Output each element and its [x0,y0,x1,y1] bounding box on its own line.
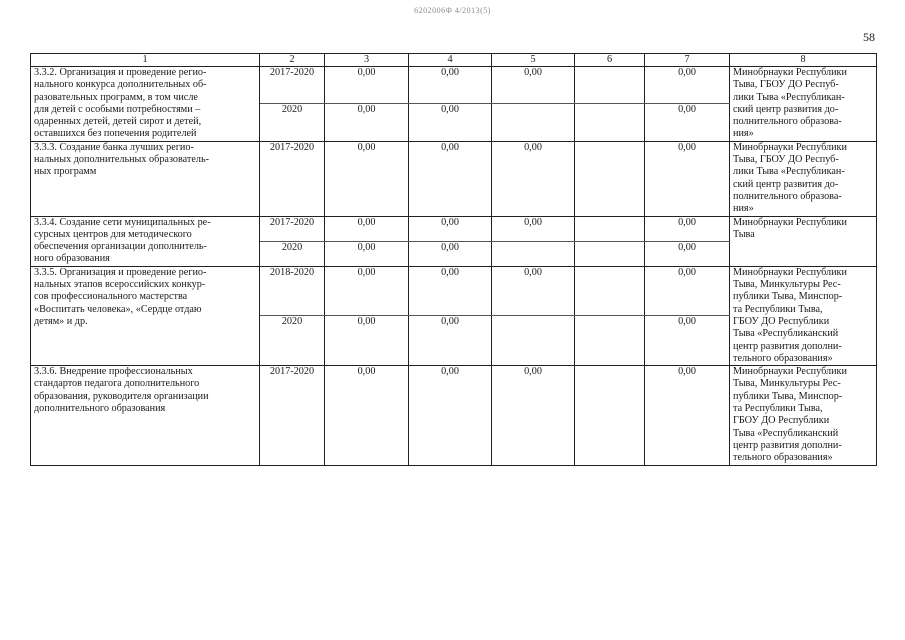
page-number: 58 [863,30,875,44]
local-cell [575,216,645,241]
budget-cell: 0,00 [325,104,409,141]
federal-cell: 0,00 [409,67,492,104]
responsible-org-cell: Минобрнауки Республики Тыва, Минкультуры Рес- публики Тыва, Минспор- та Республики Тыва, ГБОУ ДО Республики Тыва «Республиканский центр развития дополни- тельного образования» [730,266,877,365]
activity-cell: 3.3.3. Создание банка лучших регио- нальных дополнительных образователь- ных программ [31,141,260,216]
budget-cell: 0,00 [325,316,409,366]
budget-cell: 0,00 [325,216,409,241]
local-cell [575,141,645,216]
federal-cell: 0,00 [409,316,492,366]
budget-cell: 0,00 [325,67,409,104]
table-row [31,141,877,216]
activity-cell: 3.3.2. Организация и проведение регио- нального конкурса дополнительных об- разовательных программ, в том числе для детей с особыми потребностями – одаренных детей, детей сирот и детей, оставшихся без попечения родителей [31,67,260,142]
table-row [31,266,877,316]
regional-cell: 0,00 [492,266,575,316]
responsible-org-cell: Минобрнауки Республики Тыва, Минкультуры Рес- публики Тыва, Минспор- та Республики Тыва, ГБОУ ДО Республики Тыва «Республиканский центр развития дополни- тельного образования» [730,366,877,465]
header-col-5: 5 [492,54,575,67]
federal-cell: 0,00 [409,366,492,465]
period-cell: 2017-2020 [260,216,325,241]
responsible-org-cell: Минобрнауки Республики Тыва [730,216,877,266]
federal-cell: 0,00 [409,141,492,216]
regional-cell: 0,00 [492,67,575,104]
regional-cell: 0,00 [492,141,575,216]
header-col-4: 4 [409,54,492,67]
header-col-1: 1 [31,54,260,67]
extra-cell: 0,00 [645,241,730,266]
local-cell [575,366,645,465]
local-cell [575,266,645,316]
regional-cell [492,316,575,366]
header-col-7: 7 [645,54,730,67]
header-col-6: 6 [575,54,645,67]
activity-cell: 3.3.6. Внедрение профессиональных стандартов педагога дополнительного образования, руководителя организации дополнительного образования [31,366,260,465]
period-cell: 2020 [260,316,325,366]
header-row [31,54,877,67]
period-cell: 2017-2020 [260,67,325,104]
responsible-org-cell: Минобрнауки Республики Тыва, ГБОУ ДО Респуб- лики Тыва «Республикан- ский центр развития до- полнительного образова- ния» [730,141,877,216]
table-row [31,67,877,104]
header-col-3: 3 [325,54,409,67]
activity-cell: 3.3.5. Организация и проведение регио- нальных этапов всероссийских конкур- сов профессионального мастерства «Воспитать человека», «Сердце отдаю детям» и др. [31,266,260,365]
budget-cell: 0,00 [325,241,409,266]
extra-cell: 0,00 [645,104,730,141]
period-cell: 2020 [260,241,325,266]
table-row [31,216,877,241]
document-id: 6202006Ф 4/2013(5) [414,6,491,15]
federal-cell: 0,00 [409,216,492,241]
regional-cell [492,104,575,141]
header-col-2: 2 [260,54,325,67]
table-row [31,366,877,465]
local-cell [575,104,645,141]
regional-cell [492,241,575,266]
extra-cell: 0,00 [645,266,730,316]
budget-cell: 0,00 [325,366,409,465]
local-cell [575,241,645,266]
period-cell: 2017-2020 [260,141,325,216]
extra-cell: 0,00 [645,366,730,465]
regional-cell: 0,00 [492,366,575,465]
table-body [31,67,877,466]
period-cell: 2017-2020 [260,366,325,465]
budget-cell: 0,00 [325,141,409,216]
period-cell: 2018-2020 [260,266,325,316]
extra-cell: 0,00 [645,141,730,216]
activity-cell: 3.3.4. Создание сети муниципальных ре- сурсных центров для методического обеспечения организации дополнитель- ного образования [31,216,260,266]
extra-cell: 0,00 [645,216,730,241]
federal-cell: 0,00 [409,266,492,316]
program-activities-table [30,53,877,466]
header-col-8: 8 [730,54,877,67]
budget-cell: 0,00 [325,266,409,316]
period-cell: 2020 [260,104,325,141]
local-cell [575,67,645,104]
extra-cell: 0,00 [645,67,730,104]
extra-cell: 0,00 [645,316,730,366]
responsible-org-cell: Минобрнауки Республики Тыва, ГБОУ ДО Респуб- лики Тыва «Республикан- ский центр развития до- полнительного образова- ния» [730,67,877,142]
local-cell [575,316,645,366]
regional-cell: 0,00 [492,216,575,241]
federal-cell: 0,00 [409,241,492,266]
federal-cell: 0,00 [409,104,492,141]
